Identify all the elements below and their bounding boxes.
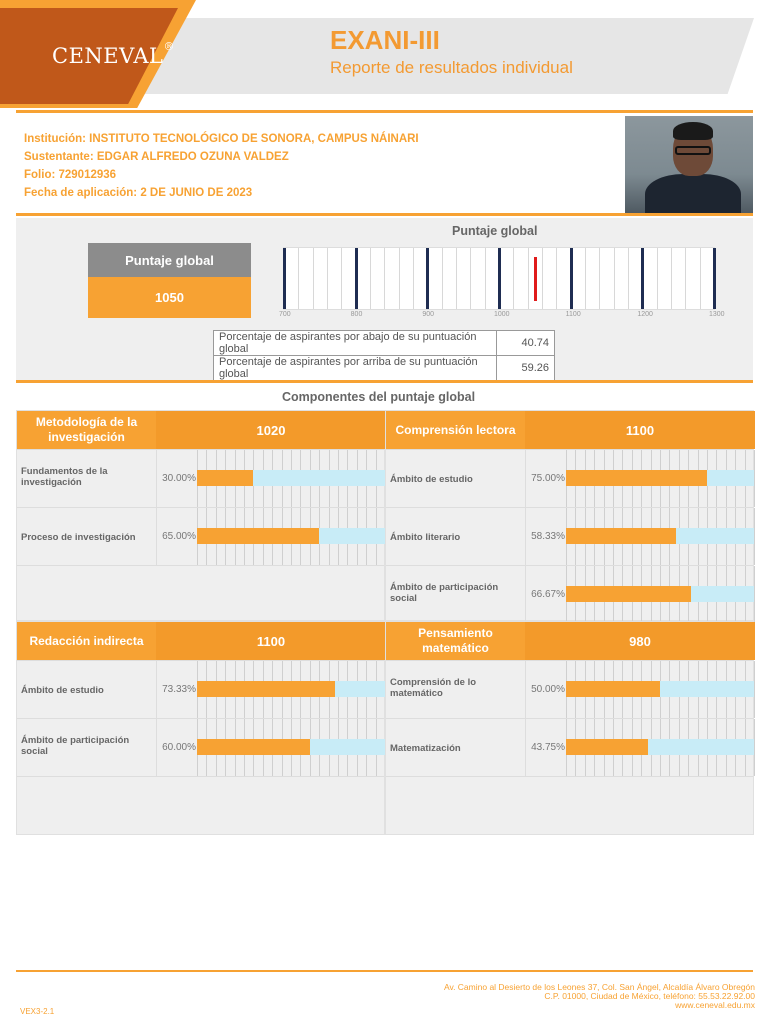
website-link[interactable]: www.ceneval.edu.mx bbox=[675, 1000, 755, 1010]
subarea-label: Comprensión de lo matemático bbox=[390, 677, 477, 699]
minor-gridline bbox=[671, 248, 672, 309]
subarea-percentage: 75.00% bbox=[525, 450, 565, 507]
bar-fill bbox=[566, 470, 707, 486]
minor-gridline bbox=[556, 248, 557, 309]
exam-title: EXANI-III bbox=[330, 25, 440, 55]
components-title: Componentes del puntaje global bbox=[282, 390, 476, 404]
minor-gridline bbox=[685, 248, 686, 309]
minor-gridline bbox=[614, 248, 615, 309]
minor-gridline bbox=[370, 248, 371, 309]
component-header bbox=[17, 411, 384, 449]
address-line-1: Av. Camino al Desierto de los Leones 37, Col. San Ángel, Alcaldía Álvaro Obregón bbox=[443, 982, 755, 992]
subarea-bar bbox=[566, 450, 754, 507]
empty-row bbox=[17, 776, 384, 836]
component-row bbox=[386, 565, 753, 623]
subarea-label: Ámbito literario bbox=[390, 532, 461, 543]
applicant-info bbox=[24, 130, 419, 202]
component-name: Redacción indirecta bbox=[29, 633, 144, 648]
bar-fill bbox=[566, 739, 648, 755]
major-gridline bbox=[498, 248, 501, 309]
minor-gridline bbox=[513, 248, 514, 309]
minor-gridline bbox=[485, 248, 486, 309]
percentile-above-label: Porcentaje de aspirantes por arriba de su puntuación global bbox=[214, 356, 497, 381]
empty-row bbox=[386, 776, 753, 836]
component-score: 1100 bbox=[525, 411, 755, 449]
axis-tick-label: 800 bbox=[350, 311, 363, 318]
minor-gridline bbox=[298, 248, 299, 309]
folio-line: Folio: 729012936 bbox=[24, 169, 117, 181]
bar-fill bbox=[197, 739, 310, 755]
minor-gridline bbox=[313, 248, 314, 309]
component-score: 1100 bbox=[156, 622, 386, 660]
major-gridline bbox=[426, 248, 429, 309]
info-divider bbox=[16, 213, 753, 216]
subarea-bar bbox=[197, 450, 385, 507]
global-divider bbox=[16, 380, 753, 383]
subarea-bar bbox=[566, 566, 754, 623]
component-score: 1020 bbox=[156, 411, 386, 449]
subarea-percentage: 65.00% bbox=[156, 508, 196, 565]
component-row bbox=[386, 507, 753, 565]
subarea-label: Ámbito de participación social bbox=[390, 582, 499, 604]
component-row bbox=[17, 449, 384, 507]
major-gridline bbox=[570, 248, 573, 309]
minor-gridline bbox=[327, 248, 328, 309]
bar-fill bbox=[566, 681, 660, 697]
bar-gridline bbox=[754, 450, 755, 507]
subarea-bar bbox=[566, 508, 754, 565]
component-header bbox=[17, 622, 384, 660]
axis-tick-label: 1300 bbox=[709, 311, 725, 318]
address-line-2: C.P. 01000, Ciudad de México, teléfono: 55.53.22.92.00 bbox=[544, 991, 755, 1001]
minor-gridline bbox=[456, 248, 457, 309]
percentile-above-value: 59.26 bbox=[497, 356, 555, 381]
percentile-below-label: Porcentaje de aspirantes por abajo de su puntuación global bbox=[214, 331, 497, 356]
major-gridline bbox=[641, 248, 644, 309]
percentile-table bbox=[213, 330, 555, 381]
axis-tick-label: 1200 bbox=[637, 311, 653, 318]
institution-line: Institución: INSTITUTO TECNOLÓGICO DE SONORA, CAMPUS NÁINARI bbox=[24, 133, 419, 145]
applicant-name-line: Sustentante: EDGAR ALFREDO OZUNA VALDEZ bbox=[24, 151, 289, 163]
minor-gridline bbox=[599, 248, 600, 309]
axis-tick-label: 700 bbox=[279, 311, 291, 318]
component-score: 980 bbox=[525, 622, 755, 660]
subarea-percentage: 43.75% bbox=[525, 719, 565, 776]
minor-gridline bbox=[542, 248, 543, 309]
component-row bbox=[386, 660, 753, 718]
subarea-label: Fundamentos de la investigación bbox=[21, 466, 108, 488]
footer-address bbox=[444, 983, 755, 1010]
component-row bbox=[17, 718, 384, 776]
major-gridline bbox=[355, 248, 358, 309]
major-gridline bbox=[283, 248, 286, 309]
bar-gridline bbox=[754, 566, 755, 623]
bar-fill bbox=[566, 586, 691, 602]
subarea-bar bbox=[197, 508, 385, 565]
minor-gridline bbox=[341, 248, 342, 309]
component-panel bbox=[16, 410, 385, 621]
minor-gridline bbox=[528, 248, 529, 309]
component-header bbox=[386, 622, 753, 660]
bar-gridline bbox=[754, 508, 755, 565]
subarea-label: Ámbito de participación social bbox=[21, 735, 130, 757]
bar-fill bbox=[566, 528, 676, 544]
percentile-below-value: 40.74 bbox=[497, 331, 555, 356]
minor-gridline bbox=[628, 248, 629, 309]
subarea-percentage: 50.00% bbox=[525, 661, 565, 718]
axis-tick-label: 1100 bbox=[565, 311, 581, 318]
axis-tick-label: 1000 bbox=[494, 311, 510, 318]
global-score-value: 1050 bbox=[88, 277, 251, 318]
component-name: Metodología de la investigación bbox=[35, 415, 138, 444]
subarea-percentage: 58.33% bbox=[525, 508, 565, 565]
global-chart-title: Puntaje global bbox=[452, 224, 538, 238]
subarea-bar bbox=[197, 661, 385, 718]
minor-gridline bbox=[470, 248, 471, 309]
component-panel bbox=[385, 621, 754, 835]
component-name: Comprensión lectora bbox=[395, 422, 516, 437]
ceneval-logo: CENEVAL® bbox=[52, 40, 175, 68]
component-panel bbox=[385, 410, 754, 621]
minor-gridline bbox=[700, 248, 701, 309]
global-score-label: Puntaje global bbox=[88, 243, 251, 277]
subarea-label: Matematización bbox=[390, 743, 461, 754]
minor-gridline bbox=[657, 248, 658, 309]
component-row bbox=[386, 718, 753, 776]
bar-fill bbox=[197, 470, 253, 486]
report-header bbox=[0, 0, 768, 112]
subarea-label: Ámbito de estudio bbox=[390, 474, 473, 485]
component-header bbox=[386, 411, 753, 449]
table-row bbox=[214, 331, 555, 356]
subarea-percentage: 60.00% bbox=[156, 719, 196, 776]
subarea-bar bbox=[566, 661, 754, 718]
subarea-bar bbox=[197, 719, 385, 776]
component-panel bbox=[16, 621, 385, 835]
subarea-percentage: 66.67% bbox=[525, 566, 565, 623]
exam-subtitle: Reporte de resultados individual bbox=[330, 58, 573, 77]
application-date-line: Fecha de aplicación: 2 DE JUNIO DE 2023 bbox=[24, 187, 253, 199]
global-score-chart bbox=[283, 247, 715, 310]
document-code: VEX3-2.1 bbox=[20, 1007, 55, 1016]
subarea-label: Proceso de investigación bbox=[21, 532, 136, 543]
component-row bbox=[17, 660, 384, 718]
component-row bbox=[17, 507, 384, 565]
minor-gridline bbox=[384, 248, 385, 309]
subarea-label: Ámbito de estudio bbox=[21, 685, 104, 696]
table-row bbox=[214, 356, 555, 381]
footer-divider bbox=[16, 970, 753, 972]
bar-fill bbox=[197, 681, 335, 697]
bar-gridline bbox=[754, 719, 755, 776]
component-row bbox=[386, 449, 753, 507]
applicant-photo bbox=[625, 116, 753, 213]
minor-gridline bbox=[413, 248, 414, 309]
subarea-percentage: 73.33% bbox=[156, 661, 196, 718]
component-name: Pensamiento matemático bbox=[418, 626, 493, 655]
score-marker bbox=[534, 257, 537, 301]
axis-tick-label: 900 bbox=[422, 311, 435, 318]
minor-gridline bbox=[399, 248, 400, 309]
bar-fill bbox=[197, 528, 319, 544]
minor-gridline bbox=[442, 248, 443, 309]
subarea-percentage: 30.00% bbox=[156, 450, 196, 507]
bar-gridline bbox=[754, 661, 755, 718]
major-gridline bbox=[713, 248, 716, 309]
empty-row bbox=[17, 565, 384, 622]
subarea-bar bbox=[566, 719, 754, 776]
minor-gridline bbox=[585, 248, 586, 309]
header-divider bbox=[16, 110, 753, 113]
